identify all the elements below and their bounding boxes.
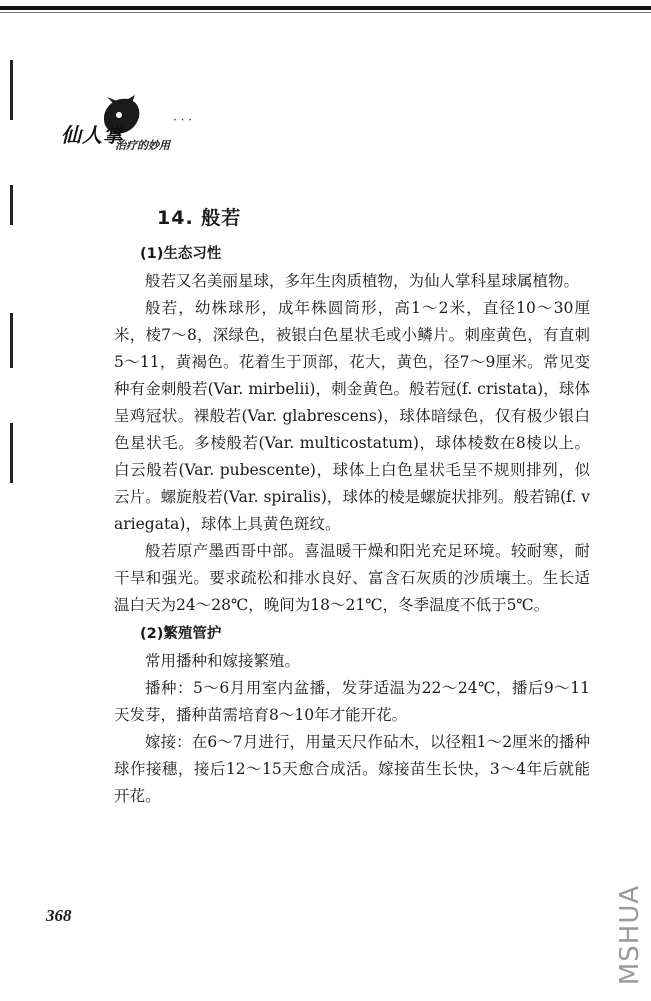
paragraph: 般若又名美丽星球，多年生肉质植物，为仙人掌科星球属植物。: [145, 272, 580, 290]
paragraph: 嫁接：在6～7月进行，用量天尺作砧木，以径粗1～2厘米的播种球作接穗，接后12～15天愈合成活。嫁接苗生长快，3～4年后就能开花。: [114, 733, 590, 805]
logo-dots: · · ·: [173, 113, 193, 127]
logo-title: 仙人掌: [61, 123, 124, 147]
logo-subtitle: 治疗的妙用: [115, 139, 170, 152]
margin-mark: [10, 423, 13, 483]
paragraph: 般若，幼株球形，成年株圆筒形，高1～2米，直径10～30厘米，棱7～8，深绿色，被银白色星状毛或小鳞片。刺座黄色，有直刺5～11，黄褐色。花着生于顶部，花大，黄色，径7～9厘米。常见变种有金刺般若(Var. mirbelii)，刺金黄色。般若冠(f. cristata)，球体呈鸡冠状。裸般若(Var. glabrescens)，球体暗绿色，仅有极少银白色星状毛。多棱般若(Var. multicostatum)，球体棱数在8棱以上。白云般若(Var. pubescente)，球体上白色星状毛呈不规则排列，似云片。螺旋般若(Var. spiralis)，球体的棱是螺旋状排列。般若锦(f. variegata)，球体上具黄色斑纹。: [114, 299, 590, 533]
subsection-heading-ecology: (1)生态习性: [140, 246, 222, 262]
paragraph: 般若原产墨西哥中部。喜温暖干燥和阳光充足环境。较耐寒，耐干旱和强光。要求疏松和排水良好、富含石灰质的沙质壤土。生长适温白天为24～28℃，晚间为18～21℃，冬季温度不低于5℃。: [114, 542, 590, 614]
top-border-thin-rule: [0, 12, 651, 13]
subsection-heading-propagation: (2)繁殖管护: [140, 626, 222, 642]
page-body: [114, 239, 590, 810]
header-logo: [55, 95, 225, 165]
watermark-text: MSHUA: [615, 884, 645, 986]
section-title: 14. 般若: [157, 207, 242, 229]
page-number: 368: [46, 906, 72, 925]
paragraph: 播种：5～6月用室内盆播，发芽适温为22～24℃，播后9～11天发芽，播种苗需培育8～10年才能开花。: [114, 679, 590, 724]
paragraph: 常用播种和嫁接繁殖。: [145, 652, 301, 670]
watermark: [612, 880, 648, 990]
top-border-rule: [0, 6, 651, 10]
margin-mark: [10, 60, 13, 120]
margin-mark: [10, 185, 13, 225]
margin-mark: [10, 313, 13, 368]
